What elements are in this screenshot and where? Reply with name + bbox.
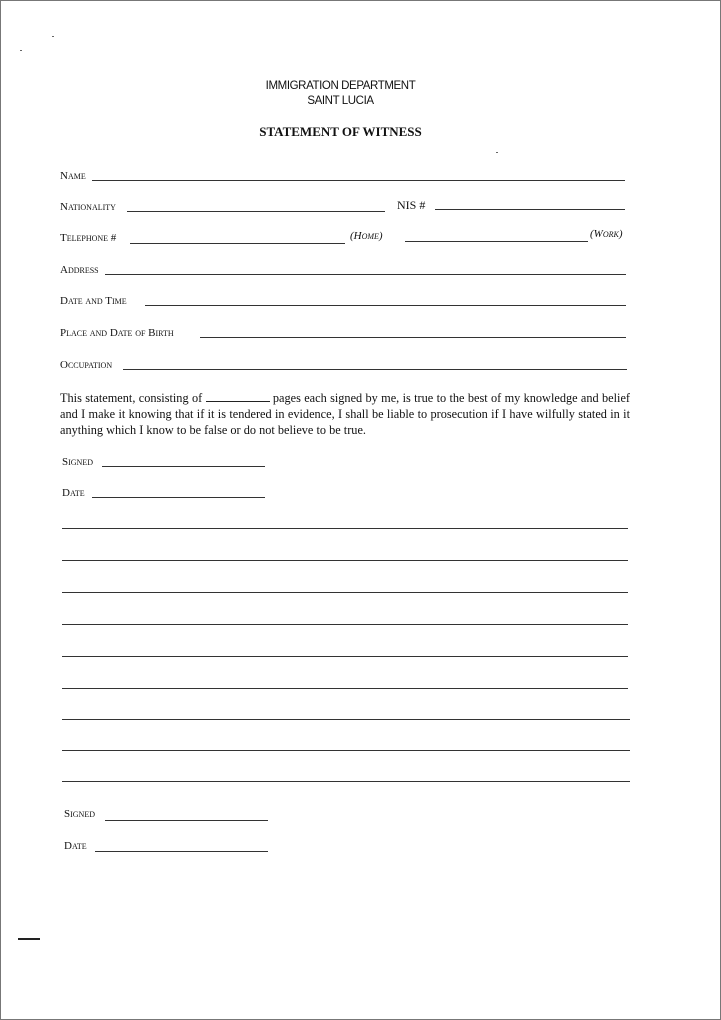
statement-line[interactable]: [62, 560, 628, 561]
nis-field[interactable]: [435, 209, 625, 210]
nationality-field[interactable]: [127, 211, 385, 212]
address-field[interactable]: [105, 274, 626, 275]
declaration-text-after: pages each signed by me, is true to the best of my knowledge and belief and I make it knowing that if it is tendered in evidence, I shall be liable to prosecution if I have wilfully stated in it anything which I know to be false or do not believe to be true.: [60, 391, 630, 437]
birth-label: Place and Date of Birth: [60, 327, 174, 339]
page-count-field[interactable]: [206, 391, 270, 402]
date-field[interactable]: [92, 497, 265, 498]
telephone-work-field[interactable]: [405, 241, 588, 242]
birth-field[interactable]: [200, 337, 626, 338]
home-label: (Home): [350, 230, 383, 242]
statement-line[interactable]: [62, 750, 630, 751]
signed-field-2[interactable]: [105, 820, 268, 821]
page-title: STATEMENT OF WITNESS: [259, 124, 422, 139]
declaration-paragraph: [60, 390, 630, 438]
statement-line[interactable]: [62, 624, 628, 625]
statement-line[interactable]: [62, 719, 630, 720]
date-label: Date: [62, 487, 85, 499]
department-heading: IMMIGRATION DEPARTMENT: [265, 80, 416, 92]
scan-speck: [52, 36, 54, 37]
telephone-label: Telephone #: [60, 232, 117, 244]
scan-speck: [496, 152, 498, 153]
scan-mark: [18, 938, 40, 940]
date-time-field[interactable]: [145, 305, 626, 306]
date-time-label: Date and Time: [60, 295, 127, 307]
signed-label-2: Signed: [64, 808, 96, 820]
nationality-label: Nationality: [60, 201, 116, 213]
declaration-text-before: This statement, consisting of: [60, 391, 203, 405]
work-label: (Work): [590, 228, 623, 240]
name-field[interactable]: [92, 180, 625, 181]
signed-label: Signed: [62, 456, 94, 468]
signed-field[interactable]: [102, 466, 265, 467]
statement-line[interactable]: [62, 528, 628, 529]
telephone-home-field[interactable]: [130, 243, 345, 244]
nis-label: NIS #: [397, 198, 426, 212]
statement-line[interactable]: [62, 656, 628, 657]
statement-line[interactable]: [62, 592, 628, 593]
date-label-2: Date: [64, 840, 87, 852]
scan-speck: [20, 50, 22, 51]
address-label: Address: [60, 264, 99, 276]
date-field-2[interactable]: [95, 851, 268, 852]
name-label: Name: [60, 170, 86, 182]
statement-line[interactable]: [62, 688, 628, 689]
occupation-label: Occupation: [60, 359, 113, 371]
occupation-field[interactable]: [123, 369, 627, 370]
statement-line[interactable]: [62, 781, 630, 782]
country-heading: SAINT LUCIA: [307, 95, 374, 107]
